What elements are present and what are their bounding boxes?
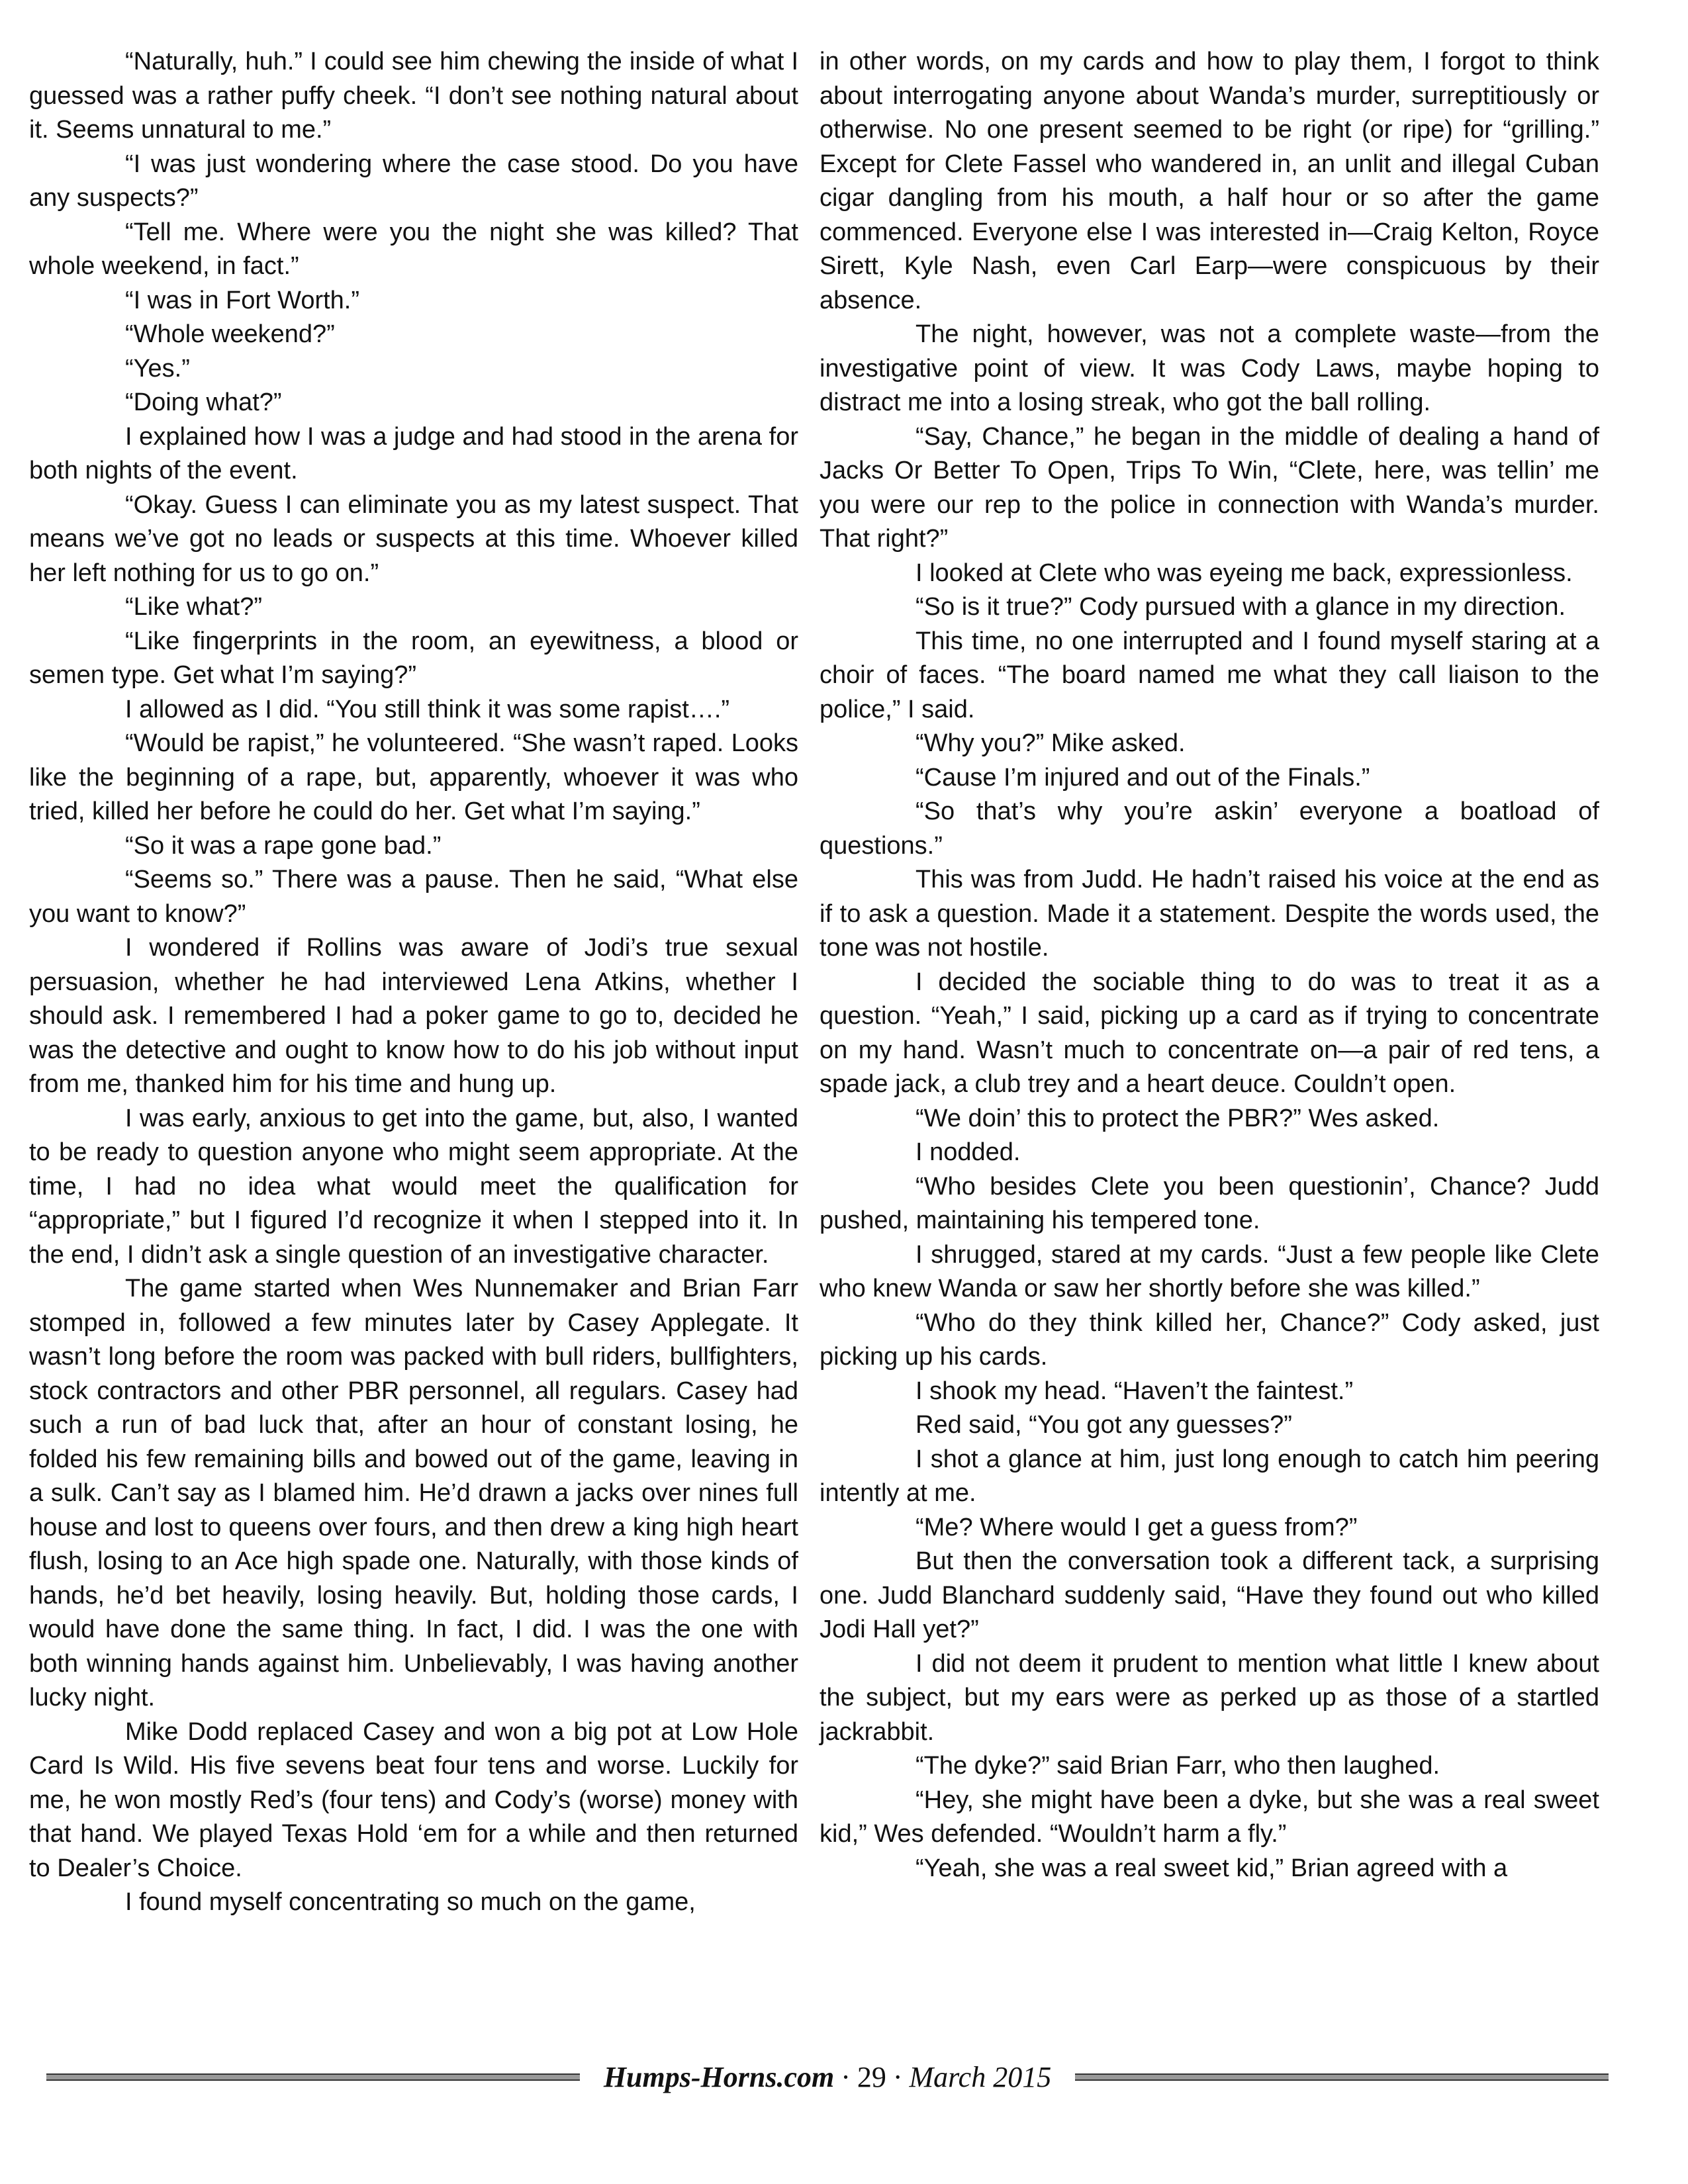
- separator: ·: [841, 2060, 851, 2093]
- paragraph: “So it was a rape gone bad.”: [125, 831, 442, 860]
- paragraph: “Yes.”: [125, 354, 190, 383]
- paragraph: Red said, “You got any guesses?”: [915, 1411, 1292, 1439]
- paragraph: Mike Dodd replaced Casey and won a big pot at Low Hole Card Is Wild. His five sevens beat four tens and worse. Luckily for me, he won mostly Red’s (four tens) and Cody’s (worse) money with that hand. We played Texas Hold ‘em for a while and then returned to Dealer’s Choice.: [29, 1717, 798, 1882]
- paragraph: I allowed as I did. “You still think it was some rapist….”: [125, 695, 730, 723]
- paragraph: “Why you?” Mike asked.: [915, 729, 1186, 757]
- paragraph: I was early, anxious to get into the game, but, also, I wanted to be ready to question anyone who might seem appropriate. At the time, I had no idea what would meet the qualification for “appropriate,” but I figured I’d recognize it when I stepped into it. In the end, I didn’t ask a single question of an investigative character.: [29, 1104, 798, 1269]
- paragraph: “Who besides Clete you been questionin’, Chance? Judd pushed, maintaining his tempered tone.: [820, 1172, 1599, 1234]
- paragraph: I decided the sociable thing to do was to treat it as a question. “Yeah,” I said, picking up a card as if trying to concentrate on my hand. Wasn’t much to concentrate on—a pair of red tens, a spade jack, a club trey and a heart deuce. Couldn’t open.: [820, 968, 1599, 1098]
- footer-text: [580, 2060, 1075, 2094]
- paragraph: “So that’s why you’re askin’ everyone a boatload of questions.”: [820, 797, 1599, 860]
- site-name: Humps-Horns.com: [603, 2060, 835, 2093]
- paragraph: “I was just wondering where the case stood. Do you have any suspects?”: [29, 150, 798, 212]
- paragraph: “Like what?”: [125, 593, 262, 621]
- paragraph: “Naturally, huh.” I could see him chewing the inside of what I guessed was a rather puffy cheek. “I don’t see nothing natural about it. Seems unnatural to me.”: [29, 48, 798, 144]
- paragraph: “So is it true?” Cody pursued with a glance in my direction.: [915, 593, 1566, 621]
- paragraph: I found myself concentrating so much on the game,: [125, 1888, 696, 1916]
- paragraph: I shook my head. “Haven’t the faintest.”: [915, 1377, 1354, 1405]
- paragraph: “Yeah, she was a real sweet kid,” Brian agreed with a: [915, 1854, 1508, 1882]
- paragraph: “Say, Chance,” he began in the middle of dealing a hand of Jacks Or Better To Open, Trips To Win, “Clete, here, was tellin’ me you were our rep to the police in connection with Wanda’s murder. That right?”: [820, 422, 1599, 553]
- left-column: [29, 45, 798, 1920]
- paragraph: I wondered if Rollins was aware of Jodi’s true sexual persuasion, whether he had interviewed Lena Atkins, whether I should ask. I remembered I had a poker game to go to, decided he was the detective and ought to know how to do his job without input from me, thanked him for his time and hung up.: [29, 934, 798, 1098]
- paragraph: I shrugged, stared at my cards. “Just a few people like Clete who knew Wanda or saw her shortly before she was killed.”: [820, 1240, 1599, 1302]
- paragraph: “I was in Fort Worth.”: [125, 286, 360, 314]
- paragraph: This time, no one interrupted and I found myself staring at a choir of faces. “The board named me what they call liaison to the police,” I said.: [820, 627, 1599, 723]
- paragraph: “Would be rapist,” he volunteered. “She wasn’t raped. Looks like the beginning of a rape, but, apparently, whoever it was who tried, killed her before he could do her. Get what I’m saying.”: [29, 729, 798, 825]
- paragraph: “The dyke?” said Brian Farr, who then laughed.: [915, 1752, 1440, 1780]
- page-footer: [46, 2058, 1609, 2095]
- paragraph: “Seems so.” There was a pause. Then he said, “What else you want to know?”: [29, 866, 798, 928]
- paragraph-continued: in other words, on my cards and how to play them, I forgot to think about interrogating anyone about Wanda’s murder, surreptitiously or otherwise. No one present seemed to be right (or ripe) for “grilling.” Except for Clete Fassel who wandered in, an unlit and illegal Cuban cigar dangling from his mouth, a half hour or so after the game commenced. Everyone else I was interested in—Craig Kelton, Royce Sirett, Kyle Nash, even Carl Earp—were conspicuous by their absence.: [820, 48, 1599, 314]
- paragraph: “Cause I’m injured and out of the Finals.”: [915, 763, 1370, 792]
- paragraph: I nodded.: [915, 1138, 1021, 1166]
- paragraph: This was from Judd. He hadn’t raised his voice at the end as if to ask a question. Made it a statement. Despite the words used, the tone was not hostile.: [820, 866, 1599, 962]
- paragraph: “Me? Where would I get a guess from?”: [915, 1513, 1358, 1541]
- paragraph: The night, however, was not a complete waste—from the investigative point of view. It was Cody Laws, maybe hoping to distract me into a losing streak, who got the ball rolling.: [820, 320, 1599, 416]
- paragraph: I explained how I was a judge and had stood in the arena for both nights of the event.: [29, 422, 798, 484]
- page-number: 29: [857, 2060, 886, 2093]
- paragraph: “Doing what?”: [125, 388, 282, 416]
- paragraph: “Like fingerprints in the room, an eyewitness, a blood or semen type. Get what I’m saying?”: [29, 627, 798, 689]
- paragraph: “Whole weekend?”: [125, 320, 335, 348]
- paragraph: “We doin’ this to protect the PBR?” Wes asked.: [915, 1104, 1440, 1132]
- paragraph: “Tell me. Where were you the night she was killed? That whole weekend, in fact.”: [29, 218, 798, 280]
- paragraph: The game started when Wes Nunnemaker and Brian Farr stomped in, followed a few minutes later by Casey Applegate. It wasn’t long before the room was packed with bull riders, bullfighters, stock contractors and other PBR personnel, all regulars. Casey had such a run of bad luck that, after an hour of constant losing, he folded his few remaining bills and bowed out of the game, leaving in a sulk. Can’t say as I blamed him. He’d drawn a jacks over nines full house and lost to queens over fours, and then drew a king high heart flush, losing to an Ace high spade one. Naturally, with those kinds of hands, he’d bet heavily, losing heavily. But, holding those cards, I would have done the same thing. In fact, I did. I was the one with both winning hands against him. Unbelievably, I was having another lucky night.: [29, 1275, 798, 1711]
- footer-rule-left: [46, 2073, 580, 2081]
- right-column: [820, 45, 1599, 1886]
- footer-rule-right: [1075, 2073, 1609, 2081]
- issue-date: March 2015: [909, 2060, 1052, 2093]
- paragraph: But then the conversation took a different tack, a surprising one. Judd Blanchard suddenly said, “Have they found out who killed Jodi Hall yet?”: [820, 1547, 1599, 1643]
- paragraph: “Okay. Guess I can eliminate you as my latest suspect. That means we’ve got no leads or suspects at this time. Whoever killed her left nothing for us to go on.”: [29, 490, 798, 587]
- paragraph: I did not deem it prudent to mention what little I knew about the subject, but my ears were as perked up as those of a startled jackrabbit.: [820, 1649, 1599, 1746]
- paragraph: “Hey, she might have been a dyke, but she was a real sweet kid,” Wes defended. “Wouldn’t harm a fly.”: [820, 1786, 1599, 1848]
- separator: ·: [892, 2060, 903, 2093]
- paragraph: I looked at Clete who was eyeing me back, expressionless.: [915, 559, 1573, 587]
- paragraph: “Who do they think killed her, Chance?” Cody asked, just picking up his cards.: [820, 1308, 1599, 1371]
- paragraph: I shot a glance at him, just long enough to catch him peering intently at me.: [820, 1445, 1599, 1507]
